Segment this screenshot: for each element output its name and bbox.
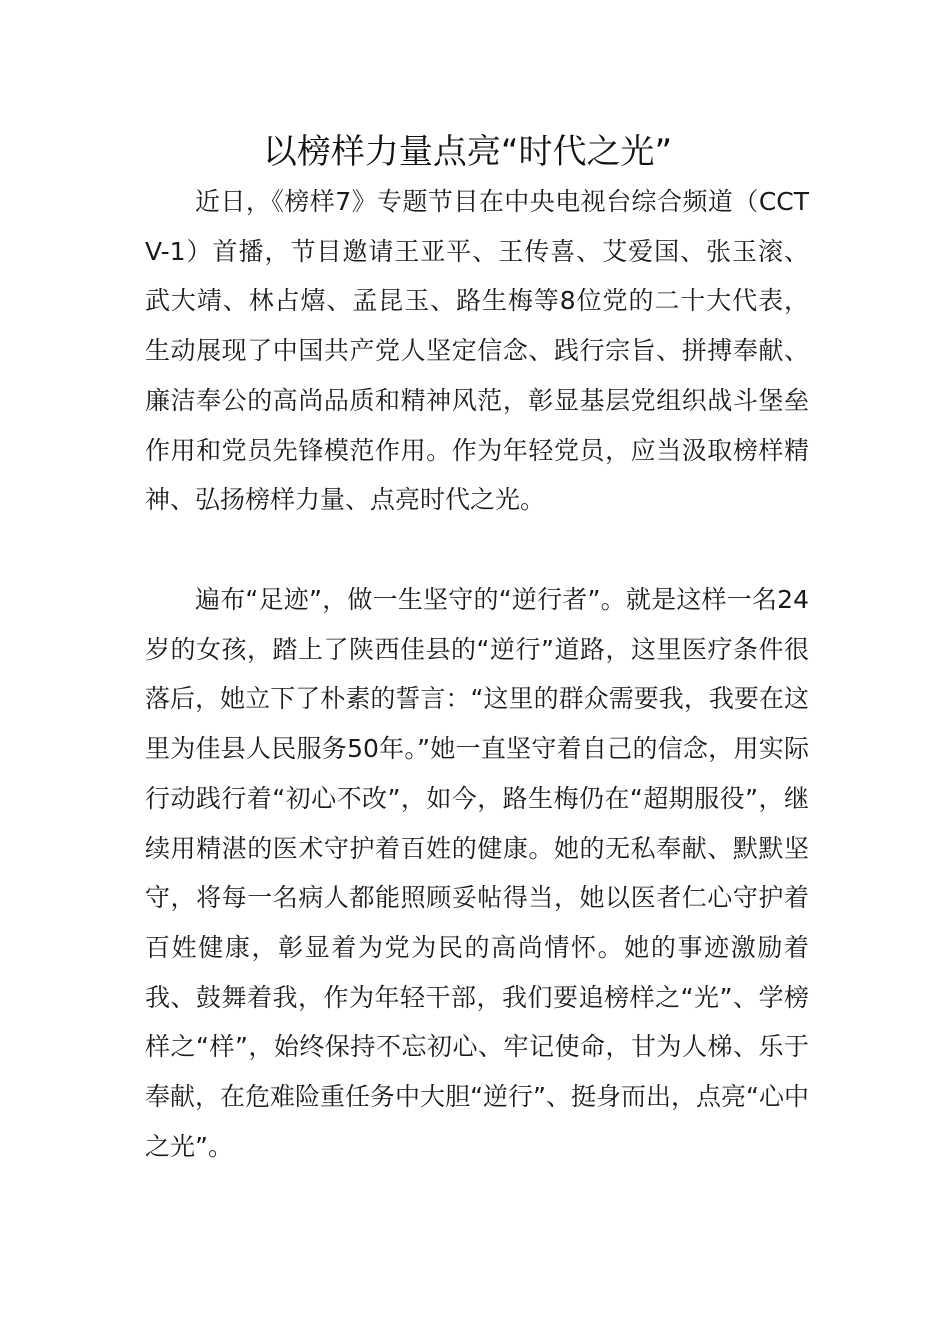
paragraph-footprints: 遍布“足迹”，做一生坚守的“逆行者”。就是这样一名24岁的女孩，踏上了陕西佳县的“逆行”道路，这里医疗条件很落后，她立下了朴素的誓言：“这里的群众需要我，我要在这里为佳县人民服务50年。”她一直坚守着自己的信念，用实际行动践行着“初心不改”，如今，路生梅仍在“超期服役”，继续用精湛的医术守护着百姓的健康。她的无私奉献、默默坚守，将每一名病人都能照顾妥帖得当，她以医者仁心守护着百姓健康，彰显着为党为民的高尚情怀。她的事迹激励着我、鼓舞着我，作为年轻干部，我们要追榜样之“光”、学榜样之“样”，始终保持不忘初心、牢记使命，甘为人梯、乐于奉献，在危难险重任务中大胆“逆行”、挺身而出，点亮“心中之光”。	[145, 585, 809, 1161]
paragraph-intro: 近日，《榜样7》专题节目在中央电视台综合频道（CCTV-1）首播，节目邀请王亚平、王传喜、艾爱国、张玉滚、武大靖、林占熺、孟昆玉、路生梅等8位党的二十大代表，生动展现了中国共产党人坚定信念、践行宗旨、拼搏奉献、廉洁奉公的高尚品质和精神风范，彰显基层党组织战斗堡垒作用和党员先锋模范作用。作为年轻党员，应当汲取榜样精神、弘扬榜样力量、点亮时代之光。	[145, 187, 809, 515]
document-title: 以榜样力量点亮“时代之光”	[262, 132, 673, 172]
